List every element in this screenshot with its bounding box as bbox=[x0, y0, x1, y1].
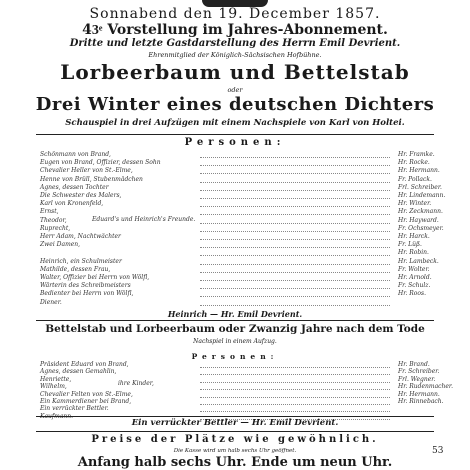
cast-actor: Hr. Harck. bbox=[398, 233, 430, 240]
cast-actor: Hr. Rocke. bbox=[398, 159, 430, 167]
guest-performance-line: Dritte und letzte Gastdarstellung des Herrn Emil Devrient. bbox=[69, 38, 401, 49]
leader-dots bbox=[200, 198, 390, 199]
cast-role: Ein Kammerdiener bei Brand, bbox=[40, 398, 132, 405]
start-time-line: Anfang halb sechs Uhr. Ende um neun Uhr. bbox=[77, 455, 393, 470]
guest-subline: Ehrenmitglied der Königlich-Sächsischen Hofbühne. bbox=[148, 51, 322, 59]
cast-role: Kaufmann. bbox=[40, 412, 74, 420]
cast-role: Agnes, dessen Gemahlin, bbox=[40, 368, 117, 376]
star-actor-line: Heinrich — Hr. Emil Devrient. bbox=[167, 309, 303, 319]
cast-actor: Hr. Lindemann. bbox=[398, 192, 446, 199]
cast-actor: Hr. Hermann. bbox=[398, 167, 440, 175]
cast-actor: Hr. Winter. bbox=[398, 200, 432, 208]
divider-rule bbox=[36, 134, 434, 135]
cast-actor: Fr. Pollack. bbox=[398, 175, 432, 183]
leader-dots bbox=[200, 382, 390, 383]
cast-role: Wilhelm, bbox=[40, 383, 67, 391]
cast-actor: Hr. Rudenmacher. bbox=[398, 383, 454, 391]
cast-role: Präsident Eduard von Brand, bbox=[40, 361, 129, 368]
page-number: 53 bbox=[432, 446, 444, 456]
performance-date: Sonnabend den 19. December 1857. bbox=[89, 6, 381, 22]
leader-dots bbox=[200, 239, 390, 240]
cast-role: Chevalier Felten von St.-Elme, bbox=[40, 390, 133, 398]
personen-heading: Personen: bbox=[184, 137, 286, 148]
leader-dots bbox=[200, 264, 390, 265]
cast-role: Chevalier Heller von St.-Elme, bbox=[40, 167, 133, 175]
leader-dots bbox=[200, 206, 390, 207]
leader-dots bbox=[200, 157, 390, 158]
cast-role: Karl von Kronenfeld, bbox=[40, 200, 104, 208]
leader-dots bbox=[200, 280, 390, 281]
cast2-group-note: ihre Kinder, bbox=[118, 380, 154, 387]
personen2-heading: Personen: bbox=[191, 352, 279, 361]
leader-dots bbox=[200, 305, 390, 306]
cast-actor: Fr. Schulz. bbox=[398, 282, 431, 290]
cast-role: Die Schwester des Malers, bbox=[40, 192, 122, 199]
afterpiece-title: Bettelstab und Lorbeerbaum oder Zwanzig Jahre nach dem Tode bbox=[45, 323, 425, 335]
play-subtitle: Schauspiel in drei Aufzügen mit einem Nachspiele von Karl von Holtei. bbox=[65, 118, 405, 128]
cast-actor: Hr. Robin. bbox=[398, 249, 429, 257]
divider-rule bbox=[36, 431, 434, 432]
cast-actor: Fr. Schreiber. bbox=[398, 368, 440, 376]
cast-role: Mathilde, dessen Frau, bbox=[40, 265, 111, 273]
box-office-line: Die Kasse wird um halb sechs Uhr geöffnet. bbox=[173, 448, 297, 454]
cast-role: Henne von Brüll, Stubenmädchen bbox=[40, 175, 143, 183]
cast-actor: Frl. Schreiber. bbox=[398, 183, 442, 191]
leader-dots bbox=[200, 190, 390, 191]
cast-actor: Fr. Ochsmeyer. bbox=[398, 224, 444, 232]
afterpiece-subtitle: Nachspiel in einem Aufzug. bbox=[193, 338, 277, 345]
star-actor-line-2: Ein verrückter Bettler — Hr. Emil Devrient. bbox=[131, 418, 339, 428]
leader-dots bbox=[200, 165, 390, 166]
leader-dots bbox=[200, 389, 390, 390]
cast-role: Ein verrückter Bettler. bbox=[40, 405, 109, 413]
leader-dots bbox=[200, 296, 390, 297]
cast-actor: Hr. Roos. bbox=[398, 290, 426, 298]
cast-role: Agnes, dessen Tochter bbox=[40, 183, 109, 191]
cast-role: Schönmann von Brand, bbox=[40, 151, 111, 158]
cast-role: Zwei Damen, bbox=[40, 241, 81, 249]
cast-role: Ernst, bbox=[40, 208, 59, 216]
cast-actor: Frl. Wegner. bbox=[398, 375, 436, 383]
leader-dots bbox=[200, 247, 390, 248]
cast-role: Ruprecht, bbox=[40, 224, 71, 232]
leader-dots bbox=[200, 214, 390, 215]
leader-dots bbox=[200, 404, 390, 405]
main-title: Lorbeerbaum und Bettelstab bbox=[60, 60, 410, 84]
leader-dots bbox=[200, 173, 390, 174]
performance-number: 43ͤ Vorstellung im Jahres-Abonnement. bbox=[82, 22, 388, 38]
cast-actor: Hr. Hermann. bbox=[398, 390, 440, 398]
leader-dots bbox=[200, 288, 390, 289]
cast-actor: Hr. Lambeck. bbox=[398, 257, 439, 265]
divider-rule bbox=[36, 320, 434, 321]
cast-actor: Hr. Framke. bbox=[398, 151, 435, 158]
cast-actor: Hr. Arnold. bbox=[398, 274, 432, 281]
second-title: Drei Winter eines deutschen Dichters bbox=[35, 94, 435, 115]
divider-rule bbox=[36, 416, 434, 417]
cast-role: Bedienter bei Herrn von Wölfl, bbox=[40, 290, 134, 298]
cast-role: Eugen von Brand, Offizier, dessen Sohn bbox=[40, 159, 161, 167]
cast-role: Herr Adam, Nachtwächter bbox=[40, 233, 121, 240]
leader-dots bbox=[200, 223, 390, 224]
leader-dots bbox=[200, 411, 390, 412]
cast-actor: Hr. Rinnebach. bbox=[398, 398, 444, 405]
cast-role: Heinrich, ein Schulmeister bbox=[40, 257, 122, 265]
leader-dots bbox=[200, 374, 390, 375]
cast-actor: Fr. Lüß. bbox=[398, 241, 422, 249]
leader-dots bbox=[200, 272, 390, 273]
cast-role: Wärterin des Schreibmeisters bbox=[40, 282, 131, 290]
cast-actor: Hr. Zeckmann. bbox=[398, 208, 443, 216]
oder-connector: oder bbox=[227, 86, 243, 94]
leader-dots bbox=[200, 367, 390, 368]
cast-actor: Hr. Hayward. bbox=[398, 216, 439, 224]
cast-actor: Fr. Wolter. bbox=[398, 265, 430, 273]
cast-role: Diener. bbox=[40, 298, 62, 306]
cast-role: Theodor, bbox=[40, 216, 67, 224]
cast-role: Walter, Offizier bei Herrn von Wölfl, bbox=[40, 274, 150, 281]
cast-actor: Hr. Brand. bbox=[398, 361, 430, 368]
prices-line: Preise der Plätze wie gewöhnlich. bbox=[91, 434, 379, 445]
leader-dots bbox=[200, 231, 390, 232]
leader-dots bbox=[200, 397, 390, 398]
cast-role: Henriette, bbox=[40, 375, 72, 383]
cast-group-note: Eduard's und Heinrich's Freunde. bbox=[92, 216, 196, 223]
leader-dots bbox=[200, 182, 390, 183]
leader-dots bbox=[200, 255, 390, 256]
